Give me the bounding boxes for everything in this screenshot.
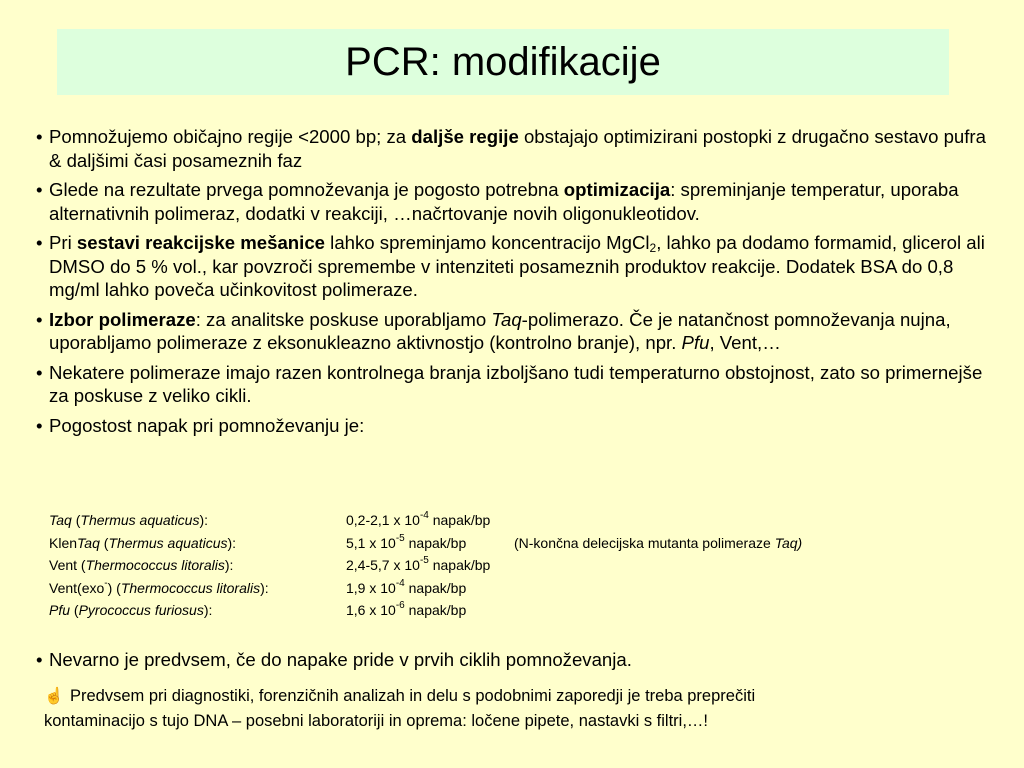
table-row xyxy=(49,509,802,532)
rate-cell: 1,9 x $10^{-4}$ napak/bp xyxy=(346,577,467,596)
bullet-text: , lahko pa dodamo formamid, glicerol ali DMSO do 5 % vol., kar povzroči spremembe v intenziteti posameznih produktov reakcije. Dodatek BSA do 0,8 mg/ml lahko poveča učinkovitost polimeraze. xyxy=(49,232,985,300)
title-box xyxy=(57,29,949,95)
rate-cell: 5,1 x $10^{-5}$ napak/bp xyxy=(346,532,467,551)
slide-title: PCR: modifikacije xyxy=(345,40,661,84)
bullet-dot: • xyxy=(36,361,43,383)
table-row xyxy=(49,577,802,600)
bullet-bold: Izbor polimeraze xyxy=(49,308,196,330)
bullet-text: , Vent,… xyxy=(709,332,781,353)
bullet-text: Pogostost napak pri pomnoževanju je: xyxy=(49,414,365,436)
bullet-text: lahko spreminjamo koncentracijo MgCl xyxy=(325,232,650,253)
bullet-dot: • xyxy=(36,232,43,253)
bullet-italic: Taq xyxy=(491,308,522,330)
bullet-text: obstajajo optimizirani postopki z drugačno sestavo pufra & daljšimi časi posameznih faz xyxy=(49,126,986,171)
enzyme-cell: Vent(exo-) (Thermococcus litoralis): xyxy=(49,577,269,596)
table-row xyxy=(49,532,802,555)
bullet-italic: Pfu xyxy=(681,332,710,353)
table-row xyxy=(49,554,802,577)
bullet-text: -polimerazo. Če je natančnost pomnoževanja nujna, uporabljamo polimeraze z eksonukleazno aktivnostjo (kontrolno branje), npr. xyxy=(49,308,951,353)
enzyme-cell: Pfu (Pyrococcus furiosus): xyxy=(49,602,213,618)
enzyme-cell: Vent (Thermococcus litoralis): xyxy=(49,557,234,573)
bullet-text: Glede na rezultate prvega pomnoževanja je pogosto potrebna xyxy=(49,179,564,200)
warning-note xyxy=(44,684,944,733)
bullet-item xyxy=(36,414,996,438)
pointing-hand-icon: ☝ xyxy=(44,688,64,705)
table-row xyxy=(49,599,802,622)
bullet-item xyxy=(36,361,996,408)
bullet-bold: sestavi reakcijske mešanice xyxy=(76,232,326,253)
enzyme-cell: Taq (Thermus aquaticus): xyxy=(49,512,209,528)
rate-cell: 0,2-2,1 x $10^{-4}$ napak/bp xyxy=(346,510,491,528)
bullet-text: : za analitske poskuse uporabljamo xyxy=(195,308,492,330)
bullet-bold: optimizacija xyxy=(563,179,671,200)
bullet-item xyxy=(36,178,996,225)
bullet-dot: • xyxy=(36,414,43,436)
bullet-text: Nekatere polimeraze imajo razen kontrolnega branja izboljšano tudi temperaturno obstojnost, zato so primernejše za poskuse z veliko cikli. xyxy=(49,361,983,406)
subscript: 2 xyxy=(649,241,657,255)
bullet-text: Pri xyxy=(49,232,77,253)
rate-cell: 1,6 x $10^{-6}$ napak/bp xyxy=(346,600,467,618)
bullet-item xyxy=(36,125,996,172)
bullet-dot: • xyxy=(36,649,43,670)
note-line-1: ☝ Predvsem pri diagnostiki, forenzičnih analizah in delu s podobnimi zaporedji je treba preprečiti xyxy=(44,684,944,709)
bullet-text: : spreminjanje temperatur, uporaba alternativnih polimeraz, dodatki v reakciji, …načrtovanje novih oligonukleotidov. xyxy=(49,179,959,224)
bullet-item xyxy=(36,308,996,355)
bullet-dot: • xyxy=(36,179,43,200)
bullet-dot: • xyxy=(36,308,43,330)
note-cell: (N-končna delecijska mutanta polimeraze Taq) xyxy=(514,534,803,551)
bullet-item xyxy=(36,231,996,302)
rate-cell: 2,4-5,7 x $10^{-5}$ napak/bp xyxy=(346,555,491,573)
bullet-text: Pomnožujemo običajno regije <2000 bp; za xyxy=(49,126,412,147)
error-rate-table xyxy=(49,509,802,622)
bullet-list xyxy=(36,125,996,443)
bullet-item xyxy=(36,648,996,672)
bullet-text: Nevarno je predvsem, če do napake pride v prvih ciklih pomnoževanja. xyxy=(49,649,632,670)
bullet-dot: • xyxy=(36,126,43,147)
bullet-bold: daljše regije xyxy=(411,126,519,147)
enzyme-cell: KlenTaq (Thermus aquaticus): xyxy=(49,534,237,551)
bottom-bullet xyxy=(36,648,996,678)
note-line-2: kontaminacijo s tujo DNA – posebni laboratoriji in oprema: ločene pipete, nastavki s filtri,…! xyxy=(44,712,708,730)
